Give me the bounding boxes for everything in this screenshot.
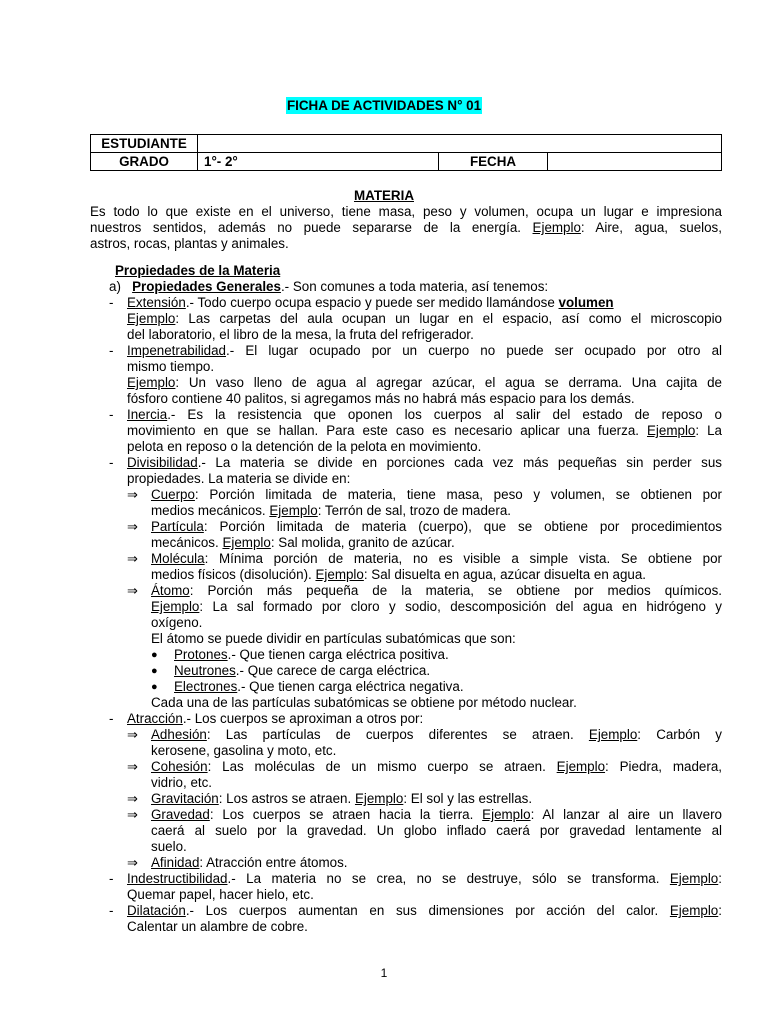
impenetrabilidad-line: mismo tiempo. xyxy=(127,359,215,374)
extension-item: Extensión.- Todo cuerpo ocupa espacio y puede ser medido llamándose volumen xyxy=(127,295,614,310)
inercia-line: movimiento en que se hallan. Para este caso es necesario aplicar una fuerza. Ejemplo: La xyxy=(127,423,722,438)
student-info-table xyxy=(90,134,722,171)
grado-label: GRADO xyxy=(91,153,198,171)
gravedad-line: caerá al suelo por la gravedad. Un globo inflado caerá por gravedad lentamente al xyxy=(151,823,722,838)
cuerpo-line: medios mecánicos. Ejemplo: Terrón de sal, trozo de madera. xyxy=(151,503,512,518)
bullet-icon: ● xyxy=(151,649,158,661)
cohesion-line: vidrio, etc. xyxy=(151,775,213,790)
extension-line: del laboratorio, el libro de la mesa, la fruta del refrigerador. xyxy=(127,327,474,342)
cuerpo-item: Cuerpo: Porción limitada de materia, tiene masa, peso y volumen, se obtienen por xyxy=(151,487,722,502)
arrow-icon: ⇒ xyxy=(127,759,138,774)
arrow-icon: ⇒ xyxy=(127,519,138,534)
estudiante-label: ESTUDIANTE xyxy=(91,135,198,153)
indestructibilidad-item: Indestructibilidad.- La materia no se crea, no se destruye, sólo se transforma. Ejemplo: xyxy=(127,871,722,886)
arrow-icon: ⇒ xyxy=(127,855,138,870)
inercia-item: Inercia.- Es la resistencia que oponen los cuerpos al salir del estado de reposo o xyxy=(127,407,722,422)
bullet-icon: ● xyxy=(151,665,158,677)
bullet-icon: ● xyxy=(151,681,158,693)
grado-value: 1°- 2° xyxy=(198,153,439,171)
afinidad-item: Afinidad: Atracción entre átomos. xyxy=(151,855,348,870)
document-title: FICHA DE ACTIVIDADES N° 01 xyxy=(286,98,482,113)
indestructibilidad-line: Quemar papel, hacer hielo, etc. xyxy=(127,887,314,902)
gravedad-line: suelo. xyxy=(151,839,187,854)
dash-marker: - xyxy=(109,711,114,726)
properties-heading: Propiedades de la Materia xyxy=(115,263,281,278)
generales-line: a) Propiedades Generales.- Son comunes a toda materia, así tenemos: xyxy=(109,279,549,294)
dash-marker: - xyxy=(109,295,114,310)
arrow-icon: ⇒ xyxy=(127,807,138,822)
dash-marker: - xyxy=(109,871,114,886)
inercia-line: pelota en reposo o la detención de la pelota en movimiento. xyxy=(127,439,482,454)
arrow-icon: ⇒ xyxy=(127,487,138,502)
molecula-line: medios físicos (disolución). Ejemplo: Sal disuelta en agua, azúcar disuelta en agua. xyxy=(151,567,647,582)
dash-marker: - xyxy=(109,903,114,918)
estudiante-value[interactable] xyxy=(198,135,722,153)
cohesion-item: Cohesión: Las moléculas de un mismo cuerpo se atraen. Ejemplo: Piedra, madera, xyxy=(151,759,722,774)
neutrones-item: Neutrones.- Que carece de carga eléctrica. xyxy=(174,663,431,678)
impenetrabilidad-line: fósforo contiene 40 palitos, si agregamos más no habrá más espacio para los demás. xyxy=(127,391,635,406)
arrow-icon: ⇒ xyxy=(127,791,138,806)
molecula-item: Molécula: Mínima porción de materia, no es visible a simple vista. Se obtiene por xyxy=(151,551,722,566)
intro-line: astros, rocas, plantas y animales. xyxy=(90,236,289,251)
impenetrabilidad-line: Ejemplo: Un vaso lleno de agua al agregar azúcar, el agua se derrama. Una cajita de xyxy=(127,375,722,390)
dash-marker: - xyxy=(109,343,114,358)
particula-item: Partícula: Porción limitada de materia (cuerpo), que se obtiene por procedimientos xyxy=(151,519,722,534)
dilatacion-line: Calentar un alambre de cobre. xyxy=(127,919,308,934)
atomo-line: oxígeno. xyxy=(151,615,203,630)
dilatacion-item: Dilatación.- Los cuerpos aumentan en sus dimensiones por acción del calor. Ejemplo: xyxy=(127,903,722,918)
section-heading: MATERIA xyxy=(353,188,414,203)
adhesion-line: kerosene, gasolina y moto, etc. xyxy=(151,743,337,758)
extension-line: Ejemplo: Las carpetas del aula ocupan un lugar en el espacio, así como el microscopio xyxy=(127,311,722,326)
intro-line: nuestros sentidos, además no puede separarse de la energía. Ejemplo: Aire, agua, suelos, xyxy=(90,220,722,235)
divisibilidad-line: propiedades. La materia se divide en: xyxy=(127,471,351,486)
gravedad-item: Gravedad: Los cuerpos se atraen hacia la tierra. Ejemplo: Al lanzar al aire un llavero xyxy=(151,807,722,822)
dash-marker: - xyxy=(109,407,114,422)
arrow-icon: ⇒ xyxy=(127,583,138,598)
fecha-value[interactable] xyxy=(548,153,722,171)
atomo-line: El átomo se puede dividir en partículas subatómicas que son: xyxy=(151,631,516,646)
dash-marker: - xyxy=(109,455,114,470)
arrow-icon: ⇒ xyxy=(127,551,138,566)
fecha-label: FECHA xyxy=(439,153,548,171)
impenetrabilidad-item: Impenetrabilidad.- El lugar ocupado por un cuerpo no puede ser ocupado por otro al xyxy=(127,343,722,358)
atomo-item: Átomo: Porción más pequeña de la materia, se obtiene por medios químicos. xyxy=(151,583,722,598)
atraccion-item: Atracción.- Los cuerpos se aproximan a otros por: xyxy=(127,711,424,726)
electrones-item: Electrones.- Que tienen carga eléctrica negativa. xyxy=(174,679,464,694)
subatomicas-line: Cada una de las partículas subatómicas se obtiene por método nuclear. xyxy=(151,695,577,710)
atomo-line: Ejemplo: La sal formado por cloro y sodio, descomposición del agua en hidrógeno y xyxy=(151,599,722,614)
arrow-icon: ⇒ xyxy=(127,727,138,742)
gravitacion-item: Gravitación: Los astros se atraen. Ejemplo: El sol y las estrellas. xyxy=(151,791,533,806)
adhesion-item: Adhesión: Las partículas de cuerpos diferentes se atraen. Ejemplo: Carbón y xyxy=(151,727,722,742)
intro-line: Es todo lo que existe en el universo, tiene masa, peso y volumen, ocupa un lugar e impresiona xyxy=(90,204,722,219)
page-number: 1 xyxy=(380,966,388,980)
protones-item: Protones.- Que tienen carga eléctrica positiva. xyxy=(174,647,449,662)
divisibilidad-item: Divisibilidad.- La materia se divide en porciones cada vez más pequeñas sin perder sus xyxy=(127,455,722,470)
particula-line: mecánicos. Ejemplo: Sal molida, granito de azúcar. xyxy=(151,535,455,550)
